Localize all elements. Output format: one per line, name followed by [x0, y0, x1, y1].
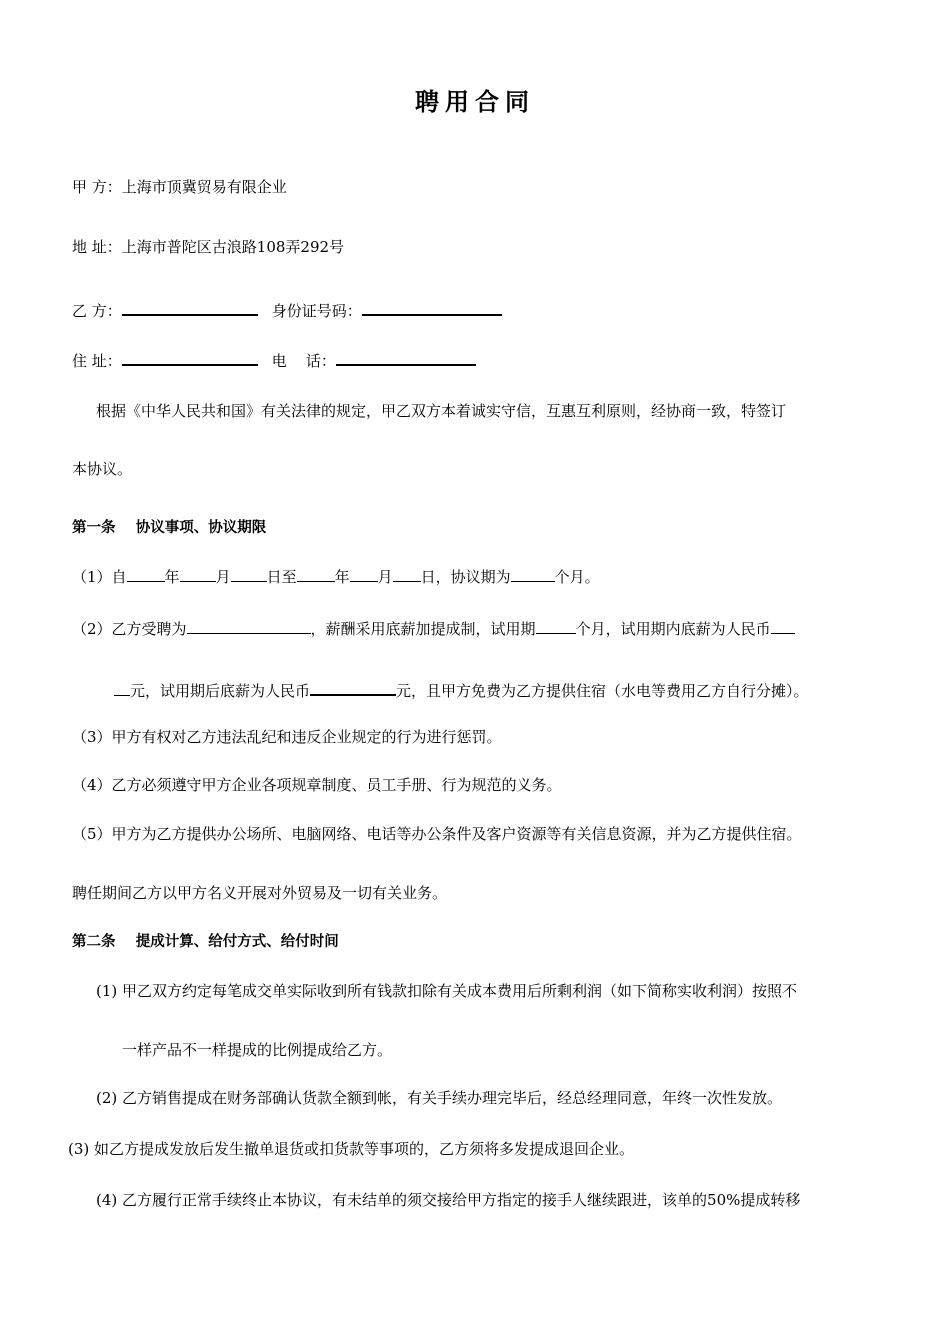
item-2-text: （2）乙方受聘为: [72, 620, 187, 638]
section-1-item-2-line-2: [114, 679, 809, 701]
section-1-heading: 第一条 协议事项、协议期限: [72, 520, 267, 536]
section-2-heading: 第二条 提成计算、给付方式、给付时间: [72, 934, 339, 950]
section-1-item-1: [72, 566, 600, 587]
party-a-label: 甲 方：: [72, 178, 122, 196]
item-2-text: 元，且甲方免费为乙方提供住宿（水电等费用乙方自行分摊）。: [396, 682, 809, 700]
item-1-text: 日，协议期为: [420, 568, 511, 586]
term-months-blank[interactable]: [511, 566, 555, 582]
item-1-text: 个月。: [554, 568, 600, 586]
section-1-item-2-line-1: [72, 618, 795, 639]
item-1-text: 月: [215, 568, 231, 586]
id-number-blank[interactable]: [362, 299, 502, 316]
item-2-text: 元，试用期后底薪为人民币: [130, 682, 311, 700]
probation-salary-blank[interactable]: [771, 618, 795, 634]
page-title: 聘用合同: [415, 87, 535, 116]
start-day-blank[interactable]: [231, 566, 267, 582]
section-1-item-5: （5）甲方为乙方提供办公场所、电脑网络、电话等办公条件及客户资源等有关信息资源，并为乙方提供住宿。: [72, 825, 802, 843]
regular-salary-blank[interactable]: [310, 679, 396, 696]
end-day-blank[interactable]: [393, 566, 421, 582]
position-blank[interactable]: [187, 618, 311, 634]
end-year-blank[interactable]: [297, 566, 335, 582]
party-b-blank[interactable]: [122, 299, 258, 316]
section-1-item-4: （4）乙方必须遵守甲方企业各项规章制度、员工手册、行为规范的义务。: [72, 776, 562, 794]
section-2-item-2: (2) 乙方销售提成在财务部确认货款全额到帐，有关手续办理完毕后，经总经理同意，年终一次性发放。: [96, 1089, 783, 1107]
item-1-text: （1）自: [72, 568, 127, 586]
address-value: 上海市普陀区古浪路108弄292号: [121, 238, 345, 256]
residence-blank[interactable]: [122, 349, 258, 366]
item-2-text: 个月，试用期内底薪为人民币: [575, 620, 771, 638]
item-1-text: 年: [164, 568, 180, 586]
section-2-item-3: (3) 如乙方提成发放后发生撤单退货或扣货款等事项的，乙方须将多发提成退回企业。: [68, 1140, 635, 1158]
start-year-blank[interactable]: [127, 566, 165, 582]
party-b-line: [72, 299, 502, 321]
section-2-item-1-line-2: 一样产品不一样提成的比例提成给乙方。: [122, 1041, 393, 1059]
phone-label: 电 话：: [271, 352, 336, 370]
item-1-text: 月: [377, 568, 393, 586]
section-1-item-3: （3）甲方有权对乙方违法乱纪和违反企业规定的行为进行惩罚。: [72, 728, 502, 746]
section-2-item-4: (4) 乙方履行正常手续终止本协议，有未结单的须交接给甲方指定的接手人继续跟进，该单的50%提成转移: [96, 1191, 801, 1209]
address-line: [72, 237, 344, 257]
section-1-item-5-cont: 聘任期间乙方以甲方名义开展对外贸易及一切有关业务。: [72, 884, 448, 902]
address-label: 地 址：: [72, 238, 122, 256]
phone-blank[interactable]: [336, 349, 476, 366]
party-a-value: 上海市顶冀贸易有限企业: [121, 178, 287, 196]
preamble-line-2: 本协议。: [72, 460, 133, 478]
id-number-label: 身份证号码：: [271, 302, 362, 320]
item-1-text: 日至: [266, 568, 297, 586]
start-month-blank[interactable]: [180, 566, 216, 582]
item-1-text: 年: [334, 568, 350, 586]
residence-line: [72, 349, 476, 371]
residence-label: 住 址：: [72, 352, 122, 370]
party-a-line: [72, 177, 287, 197]
probation-months-blank[interactable]: [536, 618, 576, 634]
probation-salary-blank-cont[interactable]: [114, 680, 130, 696]
party-b-label: 乙 方：: [72, 302, 122, 320]
section-2-item-1-line-1: (1) 甲乙双方约定每笔成交单实际收到所有钱款扣除有关成本费用后所剩利润（如下简称实收利润）按照不: [96, 982, 798, 1000]
preamble-line-1: 根据《中华人民共和国》有关法律的规定，甲乙双方本着诚实守信，互惠互利原则，经协商一致，特签订: [96, 402, 787, 420]
item-2-text: ，薪酬采用底薪加提成制，试用期: [310, 620, 536, 638]
end-month-blank[interactable]: [350, 566, 378, 582]
